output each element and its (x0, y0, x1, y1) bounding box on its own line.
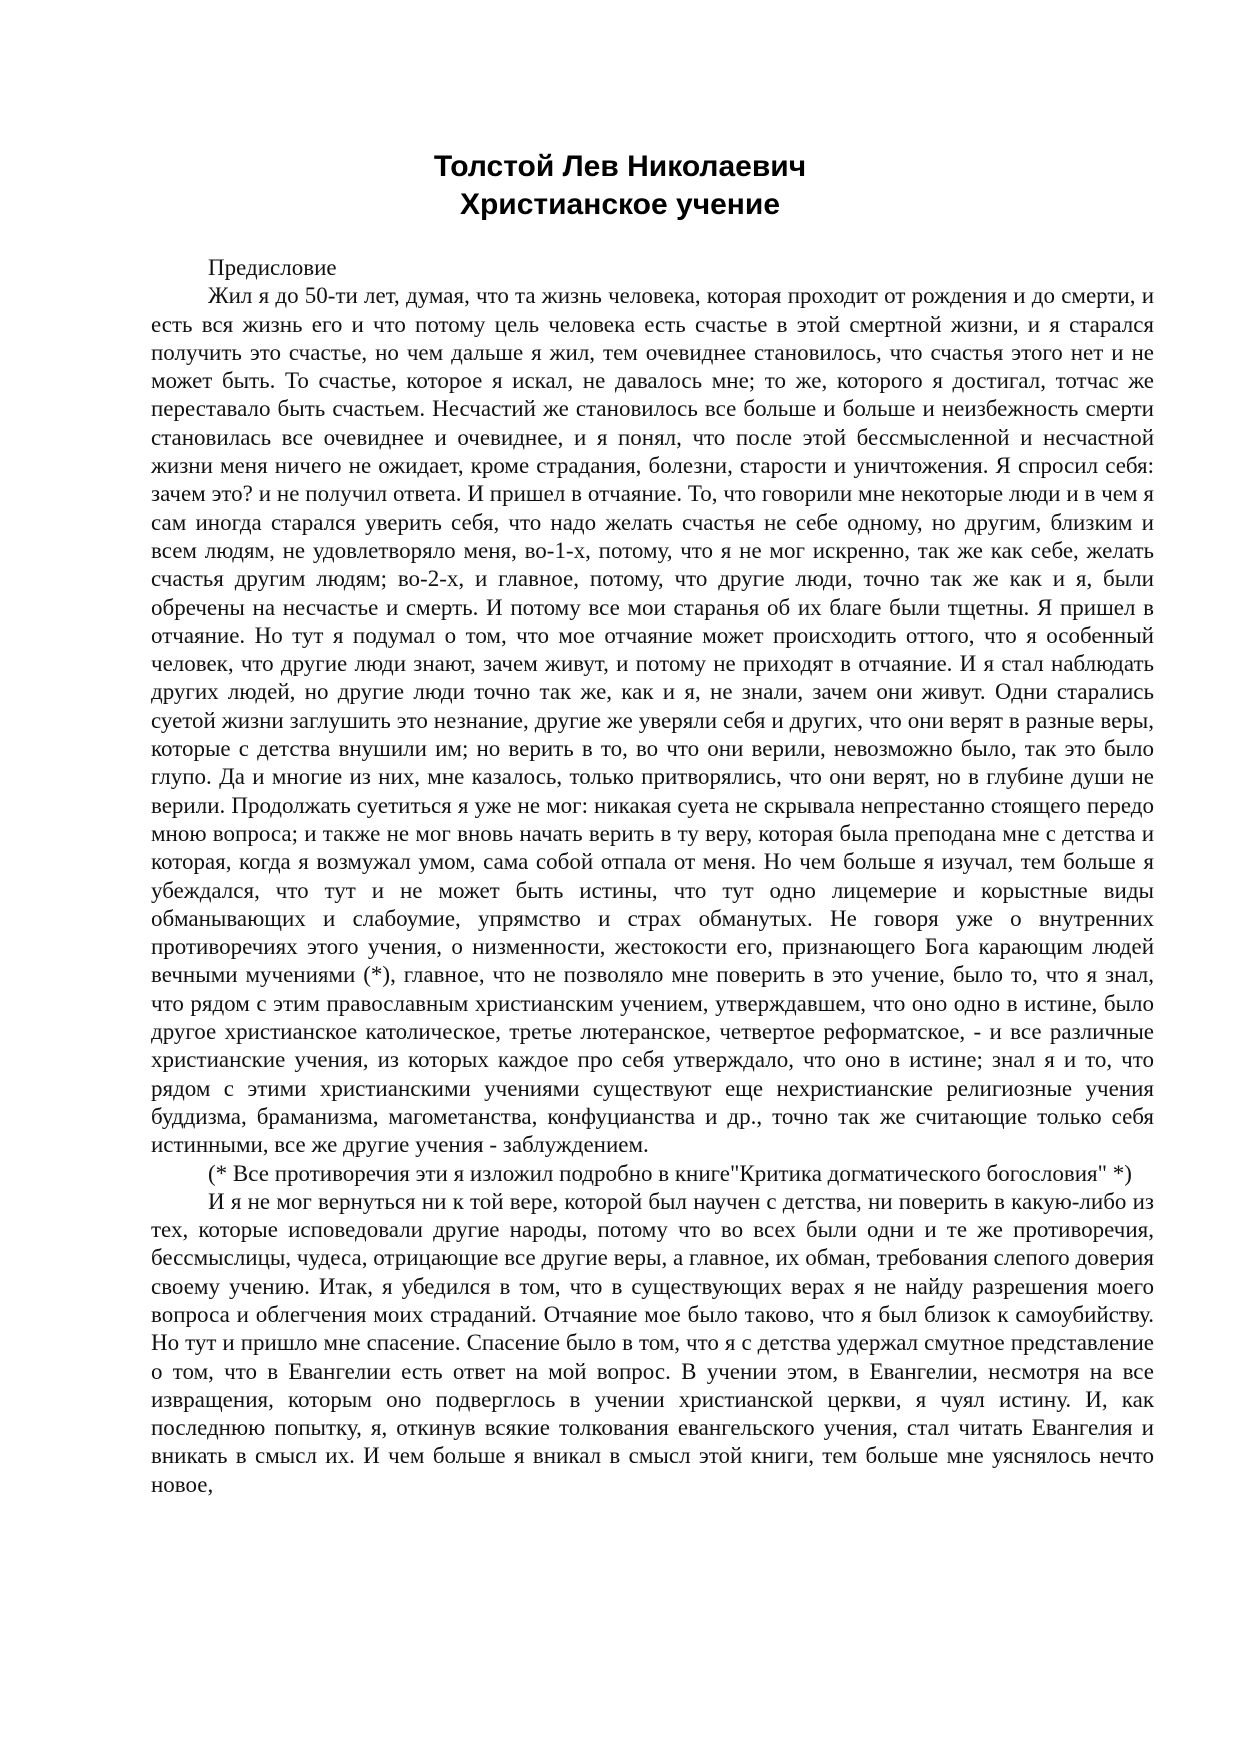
book-title: Христианское учение (459, 188, 781, 221)
section-label: Предисловие (208, 255, 337, 280)
paragraph: И я не мог вернуться ни к той вере, которой был научен с детства, ни поверить в какую-либо из тех, которые исповедовали другие народы, потому что во всех были одни и те же противоречия, бессмыслицы, чудеса, отрицающие все другие веры, а главное, их обман, требования слепого доверия своему учению. Итак, я убедился в том, что в существующих верах я не найду разрешения моего вопроса и облегчения моих страданий. Отчаяние мое было таково, что я был близок к самоубийству. Но тут и пришло мне спасение. Спасение было в том, что я с детства удержал смутное представление о том, что в Евангелии есть ответ на мой вопрос. В учении этом, в Евангелии, несмотря на все извращения, которым оно подверглось в учении христианской церкви, я чуял истину. И, как последнюю попытку, я, откинув всякие толкования евангельского учения, стал читать Евангелия и вникать в смысл их. И чем больше я вникал в смысл этой книги, тем больше мне уяснялось нечто новое, (151, 1188, 1154, 1497)
author-name: Толстой Лев Николаевич (433, 150, 807, 183)
footnote-paragraph: (* Все противоречия эти я изложил подробно в книге"Критика догматического богословия" *) (208, 1160, 1132, 1186)
paragraph: Жил я до 50-ти лет, думая, что та жизнь человека, которая проходит от рождения и до смерти, и есть вся жизнь его и что потому цель человека есть счастье в этой смертной жизни, и я старался получить это счастье, но чем дальше я жил, тем очевиднее становилось, что счастья этого нет и не может быть. То счастье, которое я искал, не давалось мне; то же, которого я достигал, тотчас же переставало быть счастьем. Несчастий же становилось все больше и больше и неизбежность смерти становилась все очевиднее и очевиднее, и я понял, что после этой бессмысленной и несчастной жизни меня ничего не ожидает, кроме страдания, болезни, старости и уничтожения. Я спросил себя: зачем это? и не получил ответа. И пришел в отчаяние. То, что говорили мне некоторые люди и в чем я сам иногда старался уверить себя, что надо желать счастья не себе одному, но другим, близким и всем людям, не удовлетворяло меня, во-1-х, потому, что я не мог искренно, так же как себе, желать счастья другим людям; во-2-х, и главное, потому, что другие люди, точно так же как и я, были обречены на несчастье и смерть. И потому все мои старанья об их благе были тщетны. Я пришел в отчаяние. Но тут я подумал о том, что мое отчаяние может происходить оттого, что я особенный человек, что другие люди знают, зачем живут, и потому не приходят в отчаяние. И я стал наблюдать других людей, но другие люди точно так же, как и я, не знали, зачем они живут. Одни старались суетой жизни заглушить это незнание, другие же уверяли себя и других, что они верят в разные веры, которые с детства внушили им; но верить в то, во что они верили, невозможно было, так это было глупо. Да и многие из них, мне казалось, только притворялись, что они верят, но в глубине души не верили. Продолжать суетиться я уже не мог: никакая суета не скрывала непрестанно стоящего передо мною вопроса; и также не мог вновь начать верить в ту веру, которая была преподана мне с детства и которая, когда я возмужал умом, сама собой отпала от меня. Но чем больше я изучал, тем больше я убеждался, что тут и не может быть истины, что тут одно лицемерие и корыстные виды обманывающих и слабоумие, упрямство и страх обманутых. Не говоря уже о внутренних противоречиях этого учения, о низменности, жестокости его, признающего Бога карающим людей вечными мучениями (*), главное, что не позволяло мне поверить в это учение, было то, что я знал, что рядом с этим православным христианским учением, утверждавшем, что оно одно в истине, было другое христианское католическое, третье лютеранское, четвертое реформатское, - и все различные христианские учения, из которых каждое про себя утверждало, что оно в истине; знал я и то, что рядом с этими христианскими учениями существуют еще нехристианские религиозные учения буддизма, браманизма, магометанства, конфуцианства и др., точно так же считающие только себя истинными, все же другие учения - заблуждением. (151, 283, 1154, 1158)
body-text (151, 254, 1154, 1499)
title-block (0, 148, 1240, 224)
